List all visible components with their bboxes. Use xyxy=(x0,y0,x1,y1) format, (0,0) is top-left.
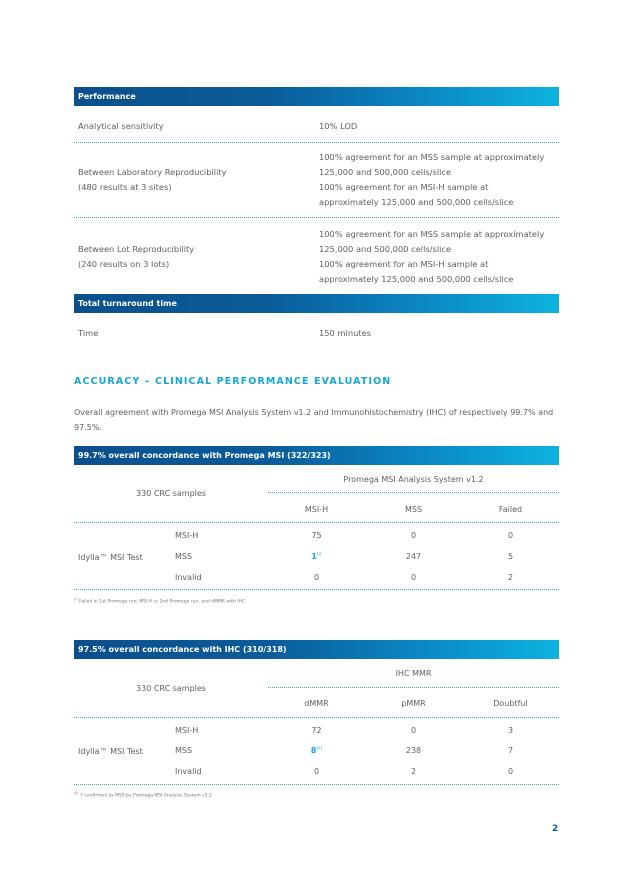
row-value-line: 125,000 and 500,000 cells/slice xyxy=(319,167,452,177)
divider xyxy=(74,522,559,523)
table1-cell: 0 xyxy=(410,531,417,540)
table1-header: 99.7% overall concordance with Promega MSI (322/323) xyxy=(74,446,559,465)
table2-col-header: pMMR xyxy=(401,699,426,708)
row-value-line: 100% agreement for an MSI-H sample at xyxy=(319,182,489,192)
table2-row-label: MSS xyxy=(175,746,193,755)
table2-cell-highlight xyxy=(268,746,365,755)
table2-cell: 2 xyxy=(410,767,417,776)
intro-paragraph: Overall agreement with Promega MSI Analysis System v1.2 and Immunohistochemistry (IHC) of respectively 99.7% and 97.5%. xyxy=(74,408,554,432)
table2-cell: 0 xyxy=(410,726,417,735)
table2-cell: 0 xyxy=(507,767,514,776)
row-value-line: 125,000 and 500,000 cells/slice xyxy=(319,244,452,254)
page-number: 2 xyxy=(552,824,559,834)
row-label: Time xyxy=(78,328,99,338)
table2-row-label: Invalid xyxy=(175,767,202,776)
table1-cell: 2 xyxy=(507,573,514,582)
table1-row-label: MSS xyxy=(175,552,193,561)
table1-row-label: MSI-H xyxy=(175,531,199,540)
table1-col-header: MSS xyxy=(404,505,423,514)
table1-col-header: Failed xyxy=(498,505,523,514)
divider xyxy=(268,492,559,493)
section-title: ACCURACY – CLINICAL PERFORMANCE EVALUATION xyxy=(74,376,392,387)
table2-footnote xyxy=(74,791,212,799)
row-value: 150 minutes xyxy=(319,328,372,338)
table2-cell: 72 xyxy=(311,726,322,735)
highlight-value: 8 xyxy=(310,746,317,755)
row-value-line: 100% agreement for an MSI-H sample at xyxy=(319,259,489,269)
perf-row-lot-reproducibility xyxy=(74,227,559,289)
divider xyxy=(74,589,559,590)
table1-corner: 330 CRC samples xyxy=(136,489,206,498)
footnote-text: Failed in 1st Promega run; MSI-H in 2nd Promega run, and dMMR with IHC xyxy=(79,599,246,605)
row-value: 10% LOD xyxy=(319,121,358,131)
table1-cell: 0 xyxy=(313,573,320,582)
table2-col-header: Doubtful xyxy=(493,699,528,708)
table2-row-group: Idylla™ MSI Test xyxy=(78,747,143,756)
table1-group-header: Promega MSI Analysis System v1.2 xyxy=(343,475,484,484)
footnote-marker: (ii) xyxy=(316,746,323,752)
row-label: Between Lot Reproducibility xyxy=(78,244,195,254)
divider xyxy=(268,687,559,688)
table1-cell: 247 xyxy=(405,552,422,561)
perf-row-lab-reproducibility xyxy=(74,150,559,212)
table1-cell: 0 xyxy=(410,573,417,582)
row-value-line: approximately 125,000 and 500,000 cells/slice xyxy=(319,197,514,207)
highlight-value: 1 xyxy=(311,552,317,561)
table2-header: 97.5% overall concordance with IHC (310/318) xyxy=(74,640,559,659)
performance-header: Performance xyxy=(74,87,559,106)
table2-cell: 0 xyxy=(313,767,320,776)
table2-group-header: IHC MMR xyxy=(395,669,432,678)
table1-cell: 0 xyxy=(507,531,514,540)
table1-footnote xyxy=(74,597,245,605)
table2-cell: 238 xyxy=(405,746,422,755)
footnote-marker: (i) xyxy=(316,552,322,558)
divider xyxy=(74,142,559,143)
table1-col-header: MSI-H xyxy=(304,505,329,514)
row-label: Analytical sensitivity xyxy=(78,121,164,131)
footnote-marker: (i) xyxy=(74,597,78,601)
table1-row-label: Invalid xyxy=(175,573,202,582)
table1-cell: 75 xyxy=(311,531,322,540)
footnote-text: 7 confirmed as MSS by Promega MSI Analysis System v1.2 xyxy=(80,793,212,799)
table2-cell: 3 xyxy=(507,726,514,735)
table2-row-label: MSI-H xyxy=(175,726,199,735)
row-sublabel: (480 results at 3 sites) xyxy=(78,182,172,192)
divider xyxy=(74,217,559,218)
row-value-line: approximately 125,000 and 500,000 cells/slice xyxy=(319,274,514,284)
table1-cell: 5 xyxy=(507,552,514,561)
divider xyxy=(74,784,559,785)
table2-cell: 7 xyxy=(507,746,514,755)
row-label: Between Laboratory Reproducibility xyxy=(78,167,227,177)
row-sublabel: (240 results on 3 lots) xyxy=(78,259,170,269)
row-value-line: 100% agreement for an MSS sample at approximately xyxy=(319,229,545,239)
row-value-line: 100% agreement for an MSS sample at approximately xyxy=(319,152,545,162)
table2-corner: 330 CRC samples xyxy=(136,684,206,693)
table1-cell-highlight xyxy=(268,552,365,561)
turnaround-header: Total turnaround time xyxy=(74,294,559,313)
divider xyxy=(74,717,559,718)
footnote-marker: (ii) xyxy=(74,791,79,795)
table1-row-group: Idylla™ MSI Test xyxy=(78,553,143,562)
table2-col-header: dMMR xyxy=(304,699,329,708)
